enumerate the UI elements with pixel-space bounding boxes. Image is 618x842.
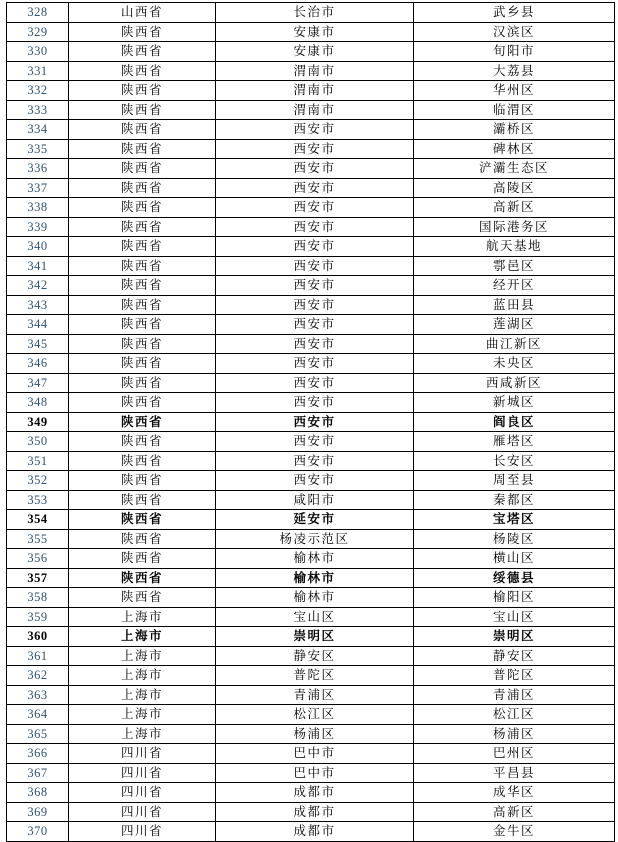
cell-city: 西安市 xyxy=(216,295,414,315)
cell-row-number: 345 xyxy=(7,334,69,354)
cell-province: 陕西省 xyxy=(69,510,216,530)
cell-row-number: 350 xyxy=(7,432,69,452)
table-row xyxy=(7,607,615,627)
cell-province: 上海市 xyxy=(69,666,216,686)
cell-province: 山西省 xyxy=(69,3,216,23)
cell-row-number: 352 xyxy=(7,471,69,491)
cell-province: 陕西省 xyxy=(69,120,216,140)
table-row xyxy=(7,139,615,159)
cell-province: 陕西省 xyxy=(69,432,216,452)
cell-district: 鄠邑区 xyxy=(414,256,615,276)
table-row xyxy=(7,783,615,803)
cell-province: 陕西省 xyxy=(69,100,216,120)
cell-city: 西安市 xyxy=(216,315,414,335)
cell-city: 西安市 xyxy=(216,432,414,452)
cell-city: 巴中市 xyxy=(216,763,414,783)
cell-city: 杨浦区 xyxy=(216,724,414,744)
cell-row-number: 332 xyxy=(7,81,69,101)
cell-city: 西安市 xyxy=(216,139,414,159)
cell-city: 松江区 xyxy=(216,705,414,725)
cell-city: 静安区 xyxy=(216,646,414,666)
cell-city: 西安市 xyxy=(216,159,414,179)
cell-district: 临渭区 xyxy=(414,100,615,120)
cell-city: 西安市 xyxy=(216,334,414,354)
cell-row-number: 335 xyxy=(7,139,69,159)
cell-district: 碑林区 xyxy=(414,139,615,159)
cell-row-number: 338 xyxy=(7,198,69,218)
cell-city: 西安市 xyxy=(216,198,414,218)
cell-city: 西安市 xyxy=(216,217,414,237)
cell-row-number: 366 xyxy=(7,744,69,764)
cell-district: 曲江新区 xyxy=(414,334,615,354)
cell-city: 成都市 xyxy=(216,822,414,842)
cell-city: 杨凌示范区 xyxy=(216,529,414,549)
table-row xyxy=(7,627,615,647)
cell-province: 上海市 xyxy=(69,646,216,666)
cell-city: 安康市 xyxy=(216,22,414,42)
cell-district: 汉滨区 xyxy=(414,22,615,42)
cell-city: 青浦区 xyxy=(216,685,414,705)
cell-district: 航天基地 xyxy=(414,237,615,257)
cell-district: 灞桥区 xyxy=(414,120,615,140)
cell-province: 陕西省 xyxy=(69,529,216,549)
cell-district: 杨陵区 xyxy=(414,529,615,549)
table-row xyxy=(7,724,615,744)
cell-row-number: 340 xyxy=(7,237,69,257)
cell-city: 宝山区 xyxy=(216,607,414,627)
cell-province: 陕西省 xyxy=(69,451,216,471)
cell-city: 西安市 xyxy=(216,451,414,471)
cell-district: 榆阳区 xyxy=(414,588,615,608)
cell-city: 西安市 xyxy=(216,393,414,413)
cell-row-number: 336 xyxy=(7,159,69,179)
cell-district: 国际港务区 xyxy=(414,217,615,237)
cell-district: 雁塔区 xyxy=(414,432,615,452)
cell-district: 阎良区 xyxy=(414,412,615,432)
table-row xyxy=(7,178,615,198)
cell-row-number: 361 xyxy=(7,646,69,666)
cell-row-number: 367 xyxy=(7,763,69,783)
cell-district: 宝塔区 xyxy=(414,510,615,530)
cell-province: 陕西省 xyxy=(69,490,216,510)
table-row xyxy=(7,100,615,120)
cell-province: 陕西省 xyxy=(69,412,216,432)
cell-district: 青浦区 xyxy=(414,685,615,705)
table-row xyxy=(7,373,615,393)
cell-province: 陕西省 xyxy=(69,198,216,218)
cell-city: 长治市 xyxy=(216,3,414,23)
cell-row-number: 363 xyxy=(7,685,69,705)
cell-row-number: 349 xyxy=(7,412,69,432)
cell-row-number: 331 xyxy=(7,61,69,81)
cell-district: 巴州区 xyxy=(414,744,615,764)
cell-row-number: 333 xyxy=(7,100,69,120)
cell-district: 杨浦区 xyxy=(414,724,615,744)
table-row xyxy=(7,744,615,764)
cell-district: 武乡县 xyxy=(414,3,615,23)
cell-row-number: 347 xyxy=(7,373,69,393)
cell-district: 长安区 xyxy=(414,451,615,471)
table-row xyxy=(7,334,615,354)
cell-city: 榆林市 xyxy=(216,549,414,569)
table-row xyxy=(7,822,615,842)
cell-district: 崇明区 xyxy=(414,627,615,647)
cell-district: 高陵区 xyxy=(414,178,615,198)
cell-city: 西安市 xyxy=(216,412,414,432)
table-row xyxy=(7,549,615,569)
cell-district: 金牛区 xyxy=(414,822,615,842)
cell-province: 陕西省 xyxy=(69,588,216,608)
cell-city: 西安市 xyxy=(216,120,414,140)
cell-city: 西安市 xyxy=(216,471,414,491)
cell-row-number: 329 xyxy=(7,22,69,42)
cell-city: 榆林市 xyxy=(216,568,414,588)
cell-province: 陕西省 xyxy=(69,373,216,393)
cell-row-number: 358 xyxy=(7,588,69,608)
table-row xyxy=(7,529,615,549)
cell-district: 华州区 xyxy=(414,81,615,101)
table-row xyxy=(7,763,615,783)
cell-province: 陕西省 xyxy=(69,42,216,62)
cell-row-number: 343 xyxy=(7,295,69,315)
table-row xyxy=(7,276,615,296)
cell-province: 陕西省 xyxy=(69,81,216,101)
cell-province: 四川省 xyxy=(69,802,216,822)
table-row xyxy=(7,42,615,62)
table-row xyxy=(7,120,615,140)
cell-district: 新城区 xyxy=(414,393,615,413)
cell-district: 平昌县 xyxy=(414,763,615,783)
cell-city: 成都市 xyxy=(216,783,414,803)
table-row xyxy=(7,81,615,101)
cell-district: 大荔县 xyxy=(414,61,615,81)
cell-province: 陕西省 xyxy=(69,334,216,354)
cell-province: 四川省 xyxy=(69,744,216,764)
table-row xyxy=(7,666,615,686)
cell-city: 延安市 xyxy=(216,510,414,530)
cell-city: 西安市 xyxy=(216,373,414,393)
cell-district: 绥德县 xyxy=(414,568,615,588)
cell-district: 松江区 xyxy=(414,705,615,725)
cell-row-number: 355 xyxy=(7,529,69,549)
cell-city: 渭南市 xyxy=(216,100,414,120)
cell-city: 榆林市 xyxy=(216,588,414,608)
cell-row-number: 337 xyxy=(7,178,69,198)
cell-row-number: 362 xyxy=(7,666,69,686)
cell-province: 陕西省 xyxy=(69,217,216,237)
cell-province: 陕西省 xyxy=(69,393,216,413)
cell-city: 渭南市 xyxy=(216,81,414,101)
cell-row-number: 346 xyxy=(7,354,69,374)
cell-province: 陕西省 xyxy=(69,256,216,276)
cell-district: 秦都区 xyxy=(414,490,615,510)
table-row xyxy=(7,588,615,608)
cell-district: 成华区 xyxy=(414,783,615,803)
cell-row-number: 369 xyxy=(7,802,69,822)
cell-province: 陕西省 xyxy=(69,139,216,159)
cell-district: 浐灞生态区 xyxy=(414,159,615,179)
cell-city: 成都市 xyxy=(216,802,414,822)
cell-district: 莲湖区 xyxy=(414,315,615,335)
cell-province: 陕西省 xyxy=(69,22,216,42)
cell-district: 高新区 xyxy=(414,198,615,218)
cell-row-number: 344 xyxy=(7,315,69,335)
cell-row-number: 348 xyxy=(7,393,69,413)
table-row xyxy=(7,510,615,530)
table-row xyxy=(7,354,615,374)
cell-province: 上海市 xyxy=(69,607,216,627)
table-row xyxy=(7,159,615,179)
table-row xyxy=(7,393,615,413)
table-row xyxy=(7,490,615,510)
cell-row-number: 351 xyxy=(7,451,69,471)
cell-province: 陕西省 xyxy=(69,61,216,81)
cell-row-number: 334 xyxy=(7,120,69,140)
cell-row-number: 328 xyxy=(7,3,69,23)
cell-district: 蓝田县 xyxy=(414,295,615,315)
cell-city: 西安市 xyxy=(216,256,414,276)
table-row xyxy=(7,256,615,276)
cell-province: 上海市 xyxy=(69,627,216,647)
table-row xyxy=(7,198,615,218)
cell-city: 西安市 xyxy=(216,354,414,374)
cell-row-number: 359 xyxy=(7,607,69,627)
cell-province: 陕西省 xyxy=(69,568,216,588)
table-row xyxy=(7,451,615,471)
table-row xyxy=(7,295,615,315)
table-row xyxy=(7,802,615,822)
cell-district: 横山区 xyxy=(414,549,615,569)
cell-province: 陕西省 xyxy=(69,237,216,257)
cell-row-number: 364 xyxy=(7,705,69,725)
cell-district: 周至县 xyxy=(414,471,615,491)
cell-province: 陕西省 xyxy=(69,159,216,179)
cell-city: 咸阳市 xyxy=(216,490,414,510)
cell-row-number: 342 xyxy=(7,276,69,296)
cell-city: 安康市 xyxy=(216,42,414,62)
cell-row-number: 341 xyxy=(7,256,69,276)
table-row xyxy=(7,412,615,432)
cell-city: 普陀区 xyxy=(216,666,414,686)
cell-row-number: 356 xyxy=(7,549,69,569)
cell-district: 宝山区 xyxy=(414,607,615,627)
cell-province: 陕西省 xyxy=(69,549,216,569)
cell-row-number: 360 xyxy=(7,627,69,647)
table-row xyxy=(7,685,615,705)
cell-province: 上海市 xyxy=(69,724,216,744)
table-row xyxy=(7,237,615,257)
cell-city: 西安市 xyxy=(216,237,414,257)
cell-district: 普陀区 xyxy=(414,666,615,686)
table-row xyxy=(7,3,615,23)
cell-district: 未央区 xyxy=(414,354,615,374)
cell-province: 陕西省 xyxy=(69,295,216,315)
cell-province: 上海市 xyxy=(69,685,216,705)
cell-province: 上海市 xyxy=(69,705,216,725)
table-row xyxy=(7,432,615,452)
cell-district: 经开区 xyxy=(414,276,615,296)
cell-province: 四川省 xyxy=(69,822,216,842)
table-row xyxy=(7,217,615,237)
cell-province: 四川省 xyxy=(69,763,216,783)
cell-city: 崇明区 xyxy=(216,627,414,647)
cell-district: 西咸新区 xyxy=(414,373,615,393)
cell-province: 陕西省 xyxy=(69,471,216,491)
cell-province: 陕西省 xyxy=(69,178,216,198)
table-row xyxy=(7,568,615,588)
cell-province: 陕西省 xyxy=(69,276,216,296)
cell-city: 西安市 xyxy=(216,276,414,296)
cell-row-number: 330 xyxy=(7,42,69,62)
table-body xyxy=(7,3,615,842)
table-row xyxy=(7,315,615,335)
cell-row-number: 354 xyxy=(7,510,69,530)
cell-district: 旬阳市 xyxy=(414,42,615,62)
cell-row-number: 357 xyxy=(7,568,69,588)
cell-row-number: 370 xyxy=(7,822,69,842)
cell-province: 陕西省 xyxy=(69,354,216,374)
cell-city: 渭南市 xyxy=(216,61,414,81)
table-row xyxy=(7,22,615,42)
cell-province: 四川省 xyxy=(69,783,216,803)
cell-city: 巴中市 xyxy=(216,744,414,764)
cell-row-number: 368 xyxy=(7,783,69,803)
cell-row-number: 365 xyxy=(7,724,69,744)
cell-row-number: 353 xyxy=(7,490,69,510)
cell-province: 陕西省 xyxy=(69,315,216,335)
cell-city: 西安市 xyxy=(216,178,414,198)
cell-district: 静安区 xyxy=(414,646,615,666)
region-table xyxy=(6,2,615,842)
cell-row-number: 339 xyxy=(7,217,69,237)
table-row xyxy=(7,61,615,81)
table-row xyxy=(7,646,615,666)
cell-district: 高新区 xyxy=(414,802,615,822)
table-row xyxy=(7,471,615,491)
table-row xyxy=(7,705,615,725)
